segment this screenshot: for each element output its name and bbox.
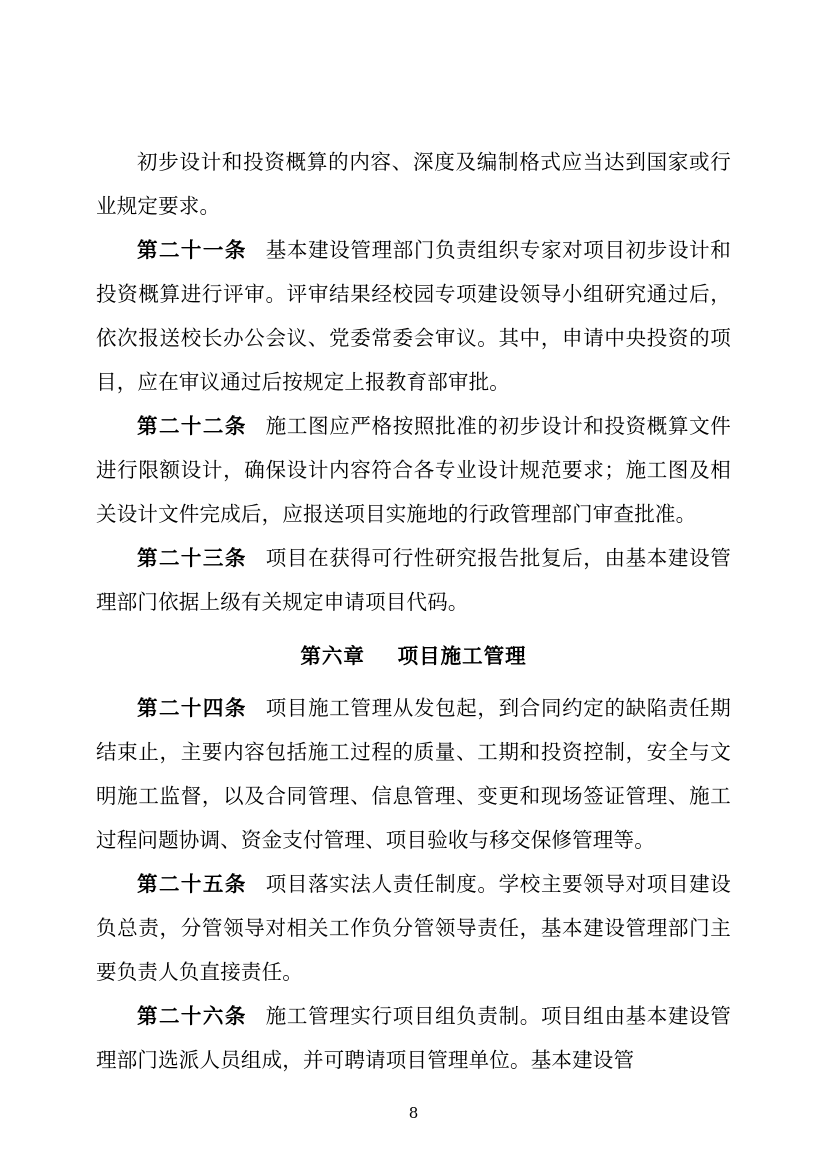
paragraph-text: 施工图应严格按照批准的初步设计和投资概算文件进行限额设计，确保设计内容符合各专业设计规范要求；施工图及相关设计文件完成后，应报送项目实施地的行政管理部门审查批准。 [96,414,731,526]
article-number: 第二十三条 [137,546,247,570]
paragraph-text: 项目在获得可行性研究报告批复后，由基本建设管理部门依据上级有关规定申请项目代码。 [96,546,731,614]
chapter-heading [96,634,731,678]
paragraph-text: 施工管理实行项目组负责制。项目组由基本建设管理部门选派人员组成，并可聘请项目管理单位。基本建设管 [96,1004,731,1072]
article-number: 第二十六条 [137,1004,247,1028]
article-21 [96,228,731,404]
paragraph-text: 项目落实法人责任制度。学校主要领导对项目建设负总责，分管领导对相关工作负分管领导责任，基本建设管理部门主要负责人负直接责任。 [96,872,731,984]
article-number: 第二十四条 [137,696,247,720]
article-24 [96,686,731,862]
article-25 [96,862,731,994]
paragraph-text: 项目施工管理从发包起，到合同约定的缺陷责任期结束止，主要内容包括施工过程的质量、工期和投资控制，安全与文明施工监督，以及合同管理、信息管理、变更和现场签证管理、施工过程问题协调、资金支付管理、项目验收与移交保修管理等。 [96,696,731,852]
document-body [96,140,731,1082]
chapter-title: 项目施工管理 [397,644,527,668]
article-23 [96,536,731,624]
paragraph-design-standard [96,140,731,228]
paragraph-text: 基本建设管理部门负责组织专家对项目初步设计和投资概算进行评审。评审结果经校园专项建设领导小组研究通过后，依次报送校长办公会议、党委常委会审议。其中，申请中央投资的项目，应在审议通过后按规定上报教育部审批。 [96,238,731,394]
chapter-number: 第六章 [300,644,365,668]
article-26 [96,994,731,1082]
article-number: 第二十二条 [137,414,247,438]
article-number: 第二十五条 [137,872,247,896]
article-22 [96,404,731,536]
paragraph-text: 初步设计和投资概算的内容、深度及编制格式应当达到国家或行业规定要求。 [96,150,731,218]
page-number: 8 [408,1104,419,1122]
article-number: 第二十一条 [137,238,247,262]
